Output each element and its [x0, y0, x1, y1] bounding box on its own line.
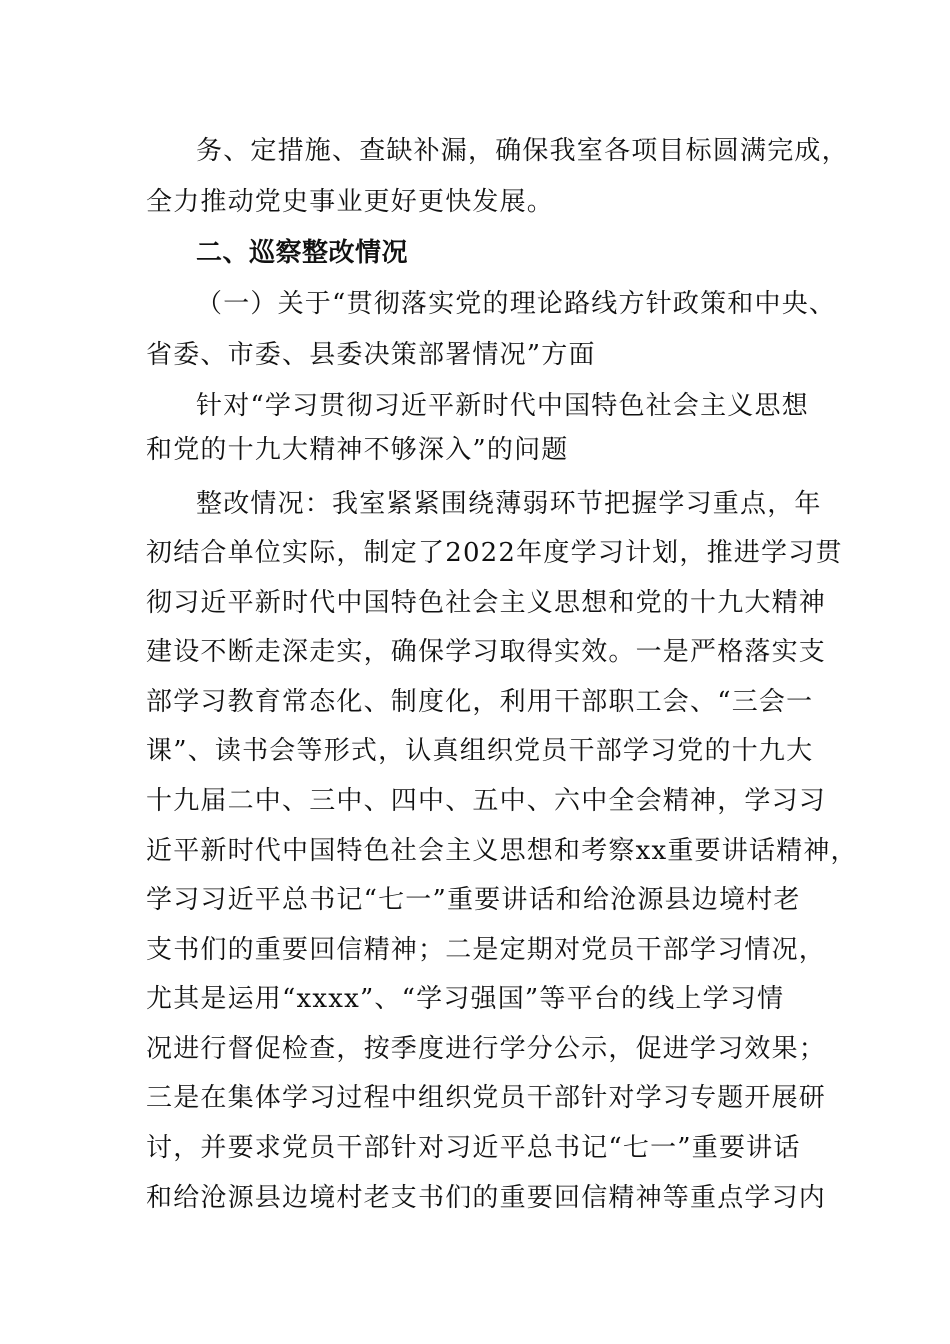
paragraph-line: 初结合单位实际，制定了2022年度学习计划，推进学习贯 — [146, 538, 843, 568]
problem-statement: 针对“学习贯彻习近平新时代中国特色社会主义思想 — [196, 391, 809, 421]
subsection-heading: 省委、市委、县委决策部署情况”方面 — [146, 340, 596, 370]
paragraph-line: 课”、读书会等形式，认真组织党员干部学习党的十九大 — [146, 736, 814, 766]
paragraph-line: 近平新时代中国特色社会主义思想和考察xx重要讲话精神， — [146, 836, 858, 866]
paragraph-line: 建设不断走深走实，确保学习取得实效。一是严格落实支 — [146, 637, 827, 667]
paragraph-line: 部学习教育常态化、制度化，利用干部职工会、“三会一 — [146, 687, 814, 717]
paragraph-line: 尤其是运用“xxxx”、“学习强国”等平台的线上学习情 — [146, 984, 785, 1014]
paragraph-line: 整改情况：我室紧紧围绕薄弱环节把握学习重点，年 — [196, 489, 822, 519]
paragraph-line: 彻习近平新时代中国特色社会主义思想和党的十九大精神 — [146, 588, 827, 618]
subsection-heading: （一）关于“贯彻落实党的理论路线方针政策和中央、 — [196, 289, 837, 319]
paragraph-line: 全力推动党史事业更好更快发展。 — [146, 187, 555, 217]
problem-statement: 和党的十九大精神不够深入”的问题 — [146, 435, 569, 465]
paragraph-line: 和给沧源县边境村老支书们的重要回信精神等重点学习内 — [146, 1183, 827, 1213]
paragraph-line: 况进行督促检查，按季度进行学分公示，促进学习效果； — [146, 1034, 827, 1064]
paragraph-line: 十九届二中、三中、四中、五中、六中全会精神，学习习 — [146, 786, 827, 816]
section-heading: 二、巡察整改情况 — [196, 238, 409, 268]
paragraph-line: 务、定措施、查缺补漏，确保我室各项目标圆满完成， — [196, 136, 849, 166]
paragraph-line: 三是在集体学习过程中组织党员干部针对学习专题开展研 — [146, 1083, 827, 1113]
paragraph-line: 学习习近平总书记“七一”重要讲话和给沧源县边境村老 — [146, 885, 801, 915]
paragraph-line: 讨，并要求党员干部针对习近平总书记“七一”重要讲话 — [146, 1133, 801, 1163]
paragraph-line: 支书们的重要回信精神；二是定期对党员干部学习情况， — [146, 935, 827, 965]
